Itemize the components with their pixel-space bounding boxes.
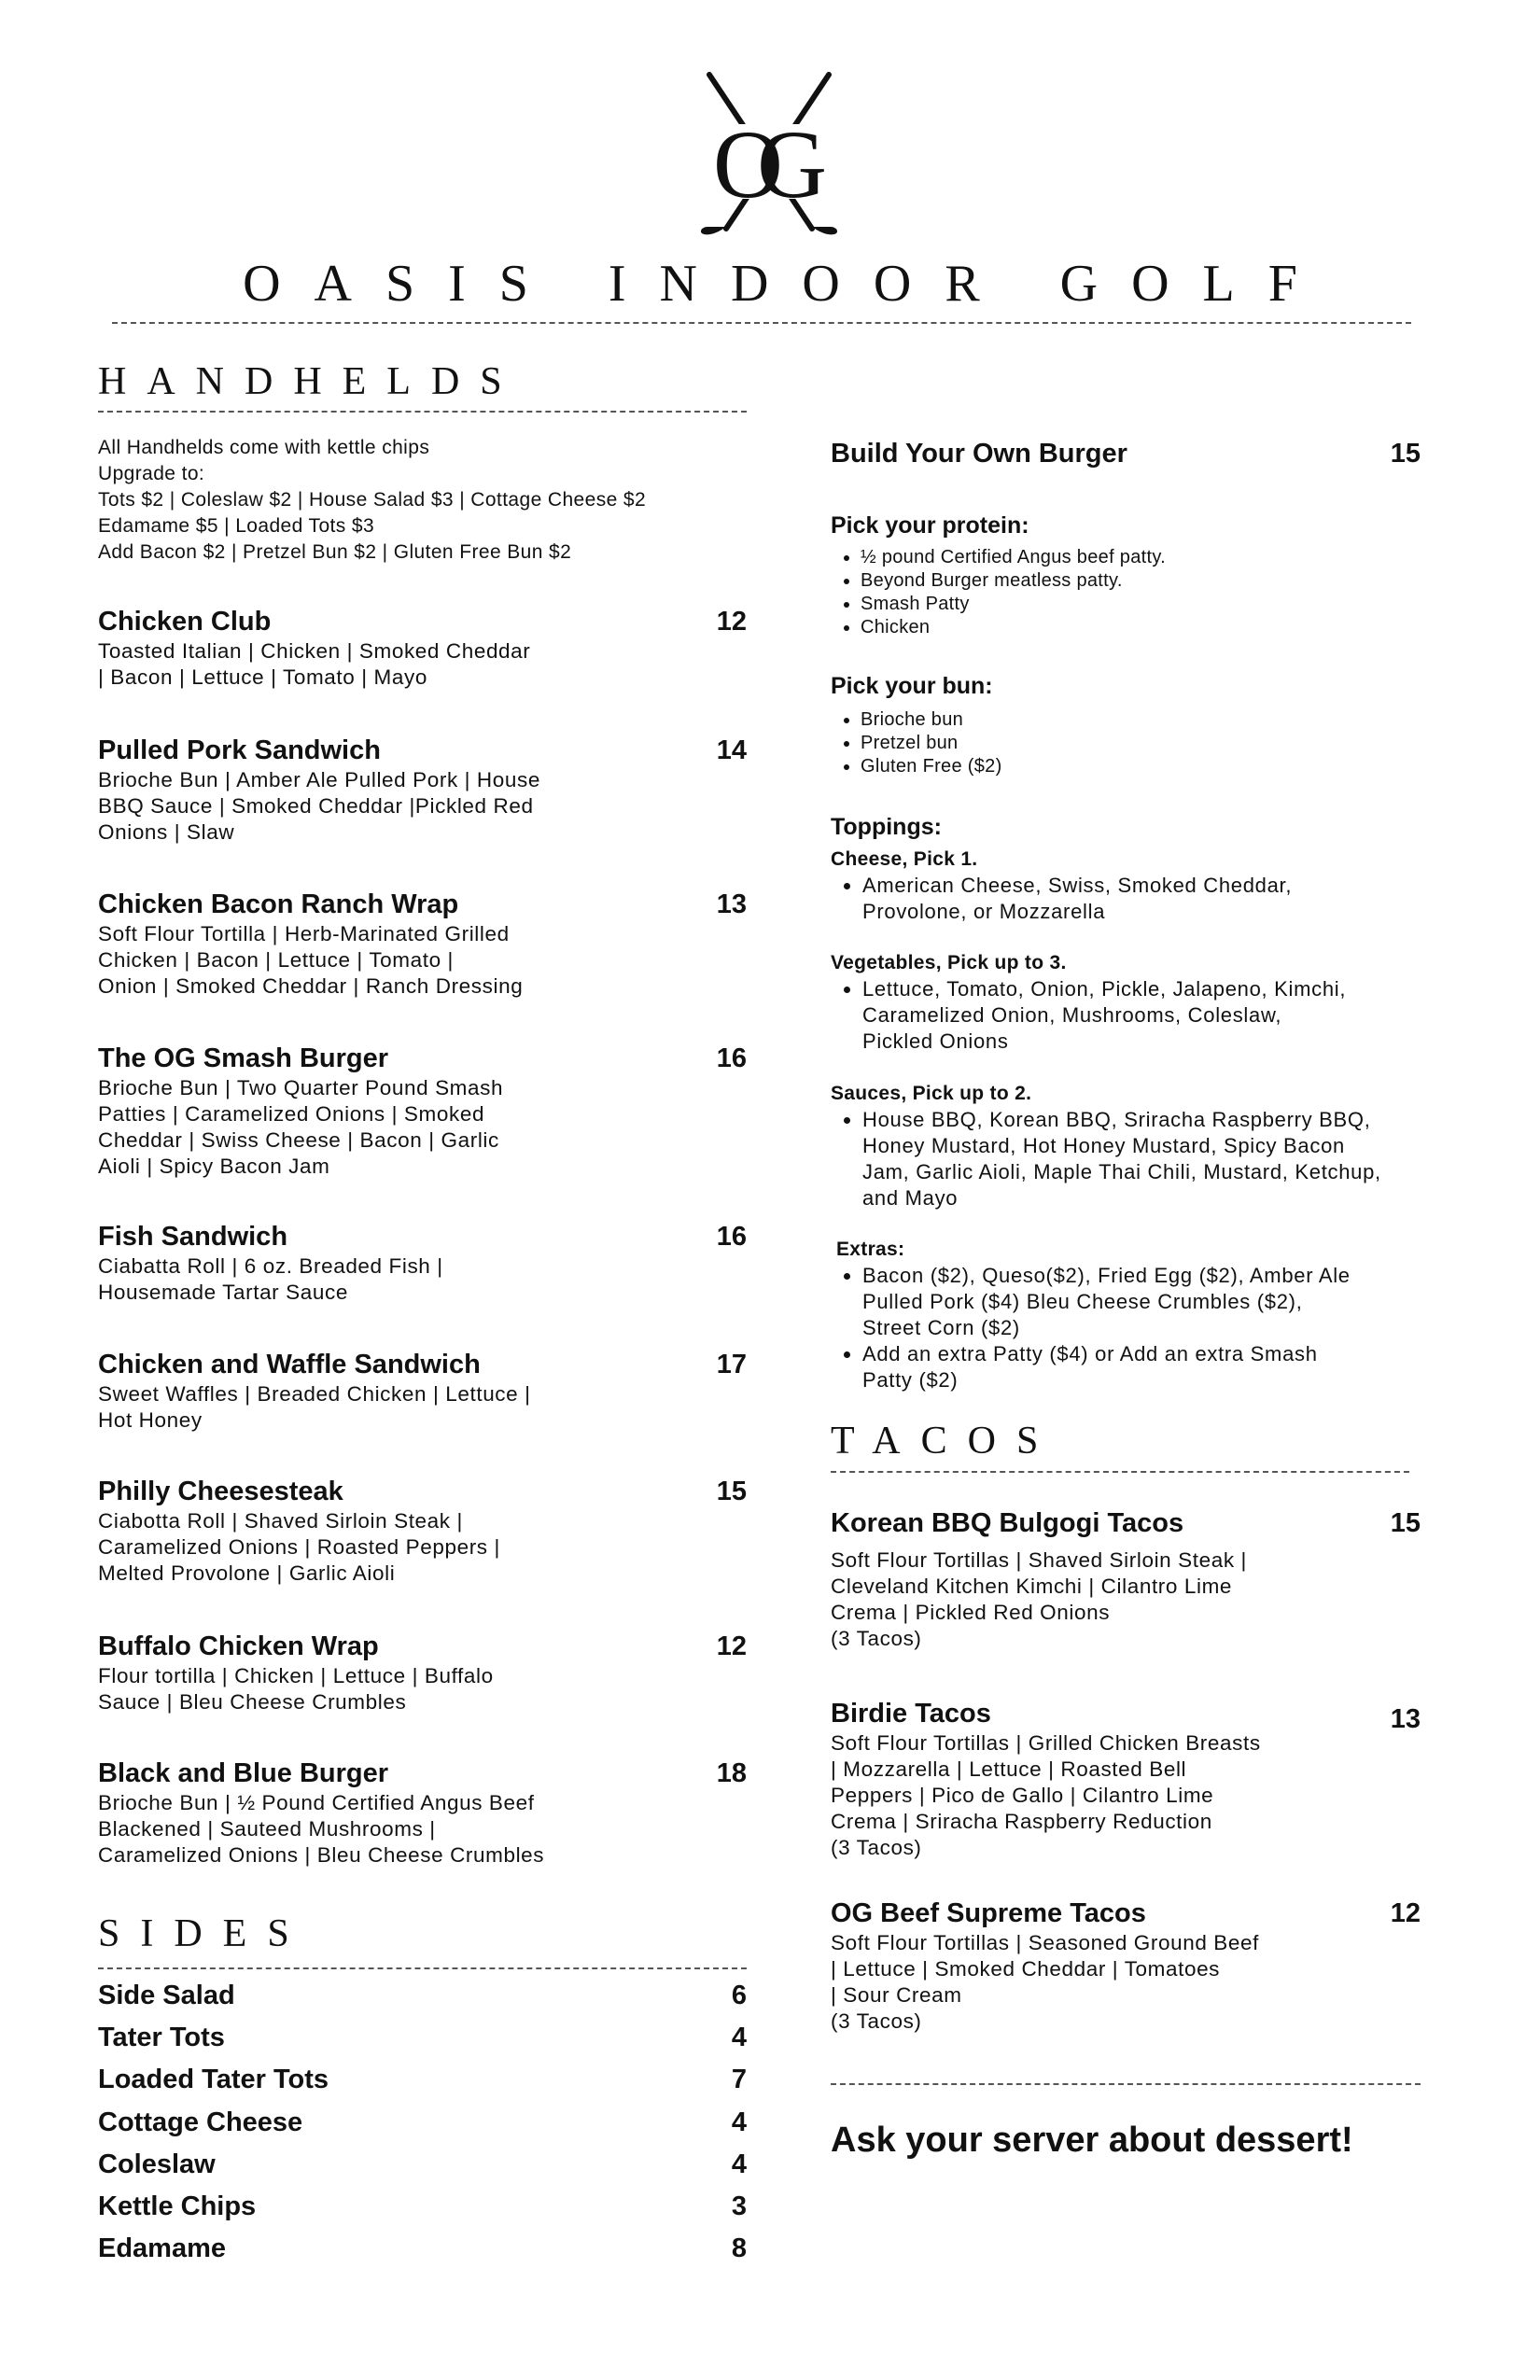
list-item: • ½ pound Certified Angus beef patty. [861,546,1421,569]
item-price: 13 [1390,1704,1421,1734]
item-description: Chicken | Bacon | Lettuce | Tomato | [98,948,455,972]
item-name: Korean BBQ Bulgogi Tacos [831,1508,1184,1538]
item-name: Buffalo Chicken Wrap [98,1631,379,1661]
item-name: Chicken and Waffle Sandwich [98,1350,481,1379]
menu-item [831,1697,1421,1861]
note-line: Upgrade to: [98,463,205,484]
item-price: 14 [716,735,747,765]
list-item: • American Cheese, Swiss, Smoked Cheddar, Provolone, or Mozzarella [862,873,1385,925]
side-price: 3 [731,2191,747,2221]
menu-item [98,734,747,846]
menu-item [98,888,747,1000]
item-price: 13 [716,889,747,919]
list-item: • Lettuce, Tomato, Onion, Pickle, Jalapeno, Kimchi, Caramelized Onion, Mushrooms, Coleslaw, Pickled Onions [862,976,1357,1055]
og-logo [695,70,845,247]
note-line: Edamame $5 | Loaded Tots $3 [98,515,375,537]
item-description: Onion | Smoked Cheddar | Ranch Dressing [98,974,524,998]
cheese-heading: Cheese, Pick 1. [831,848,978,870]
item-description: Soft Flour Tortillas | Grilled Chicken Breasts [831,1731,1261,1755]
menu-item [98,1630,747,1715]
side-item [98,2107,747,2145]
item-description: Melted Provolone | Garlic Aioli [98,1561,396,1585]
note-line: Add Bacon $2 | Pretzel Bun $2 | Gluten Free Bun $2 [98,541,572,563]
protein-heading: Pick your protein: [831,512,1029,539]
item-description: Toasted Italian | Chicken | Smoked Cheddar [98,639,531,663]
item-description: Patties | Caramelized Onions | Smoked [98,1102,485,1126]
side-name: Edamame [98,2233,227,2264]
side-price: 8 [731,2233,747,2264]
item-description: Peppers | Pico de Gallo | Cilantro Lime [831,1784,1214,1807]
footer-divider [831,2083,1421,2085]
item-description: Brioche Bun | ½ Pound Certified Angus Beef [98,1791,535,1814]
menu-item [98,1757,747,1869]
item-description: Housemade Tartar Sauce [98,1281,348,1304]
side-price: 4 [731,2107,747,2137]
list-item: • Brioche bun [861,708,1421,732]
list-item: • Bacon ($2), Queso($2), Fried Egg ($2), Amber Ale Pulled Pork ($4) Bleu Cheese Crumbles ($2), Street Corn ($2) [862,1263,1366,1341]
item-name: Chicken Bacon Ranch Wrap [98,889,459,919]
side-name: Side Salad [98,1981,235,2010]
side-item [98,1981,747,2018]
item-name: Pulled Pork Sandwich [98,735,381,765]
extras-heading: Extras: [836,1239,905,1260]
menu-item [98,1220,747,1306]
item-description-block [831,1730,1421,1861]
side-item [98,2023,747,2060]
menu-item [98,1042,747,1180]
logo-monogram: OG [712,111,802,218]
toppings-heading: Toppings: [831,814,942,840]
item-description: Brioche Bun | Amber Ale Pulled Pork | House [98,768,540,791]
item-description: Ciabatta Roll | 6 oz. Breaded Fish | [98,1254,443,1278]
item-description: | Lettuce | Smoked Cheddar | Tomatoes [831,1957,1221,1981]
item-description: Soft Flour Tortillas | Seasoned Ground Beef [831,1931,1259,1954]
item-price: 15 [1390,439,1421,469]
item-description: Cleveland Kitchen Kimchi | Cilantro Lime [831,1575,1233,1598]
item-description: | Mozzarella | Lettuce | Roasted Bell [831,1757,1187,1781]
item-description: Soft Flour Tortillas | Shaved Sirloin Steak | [831,1548,1247,1572]
menu-item [831,1506,1421,1652]
item-description: Sweet Waffles | Breaded Chicken | Lettuce | [98,1382,531,1406]
side-name: Kettle Chips [98,2191,257,2221]
item-name: Chicken Club [98,607,272,637]
section-title-tacos: TACOS [831,1420,1059,1463]
cheese-list [831,873,1385,925]
item-price: 12 [1390,1898,1421,1928]
note-line: All Handhelds come with kettle chips [98,437,430,458]
item-description: Ciabotta Roll | Shaved Sirloin Steak | [98,1509,463,1533]
item-description: Aioli | Spicy Bacon Jam [98,1155,330,1178]
item-description: (3 Tacos) [831,1836,922,1859]
section-title-handhelds: HANDHELDS [98,360,523,403]
list-item: • Beyond Burger meatless patty. [861,569,1421,593]
veg-list [831,976,1357,1055]
list-item: • Smash Patty [861,593,1421,616]
item-price: 12 [716,607,747,637]
item-price: 18 [716,1758,747,1788]
side-item [98,2233,747,2271]
item-description: Brioche Bun | Two Quarter Pound Smash [98,1076,504,1099]
menu-item [98,1348,747,1434]
side-price: 4 [731,2023,747,2053]
protein-list [831,546,1421,639]
item-price: 16 [716,1043,747,1073]
menu-item [98,605,747,691]
list-item: • Add an extra Patty ($4) or Add an extra Smash Patty ($2) [862,1341,1366,1393]
list-item: • Pretzel bun [861,732,1421,755]
side-name: Cottage Cheese [98,2107,303,2137]
item-description: Soft Flour Tortilla | Herb-Marinated Grilled [98,922,510,945]
item-price: 17 [716,1350,747,1379]
menu-item [98,1475,747,1587]
item-description: (3 Tacos) [831,1627,922,1650]
bun-list [831,708,1421,778]
item-description: | Sour Cream [831,1983,962,2007]
item-description: Blackened | Sauteed Mushrooms | [98,1817,436,1841]
item-price: 16 [716,1222,747,1252]
bun-heading: Pick your bun: [831,673,993,699]
brand-title: OASIS INDOOR GOLF [243,255,1331,313]
item-description: Crema | Pickled Red Onions [831,1601,1111,1624]
header-divider [112,322,1411,324]
list-item: • House BBQ, Korean BBQ, Sriracha Raspberry BBQ, Honey Mustard, Hot Honey Mustard, Spicy Bacon Jam, Garlic Aioli, Maple Thai Chili, Mustard, Ketchup, and Mayo [862,1107,1385,1211]
list-item: • Chicken [861,616,1421,639]
side-item [98,2149,747,2187]
side-price: 7 [731,2065,747,2095]
tacos-divider [831,1471,1409,1473]
item-name: The OG Smash Burger [98,1043,389,1073]
item-name: OG Beef Supreme Tacos [831,1898,1146,1928]
item-description-block [831,1930,1421,2035]
item-price: 15 [1390,1508,1421,1538]
sauces-list [831,1107,1385,1211]
item-description: BBQ Sauce | Smoked Cheddar |Pickled Red [98,794,534,818]
section-title-sides: SIDES [98,1912,310,1955]
menu-item [831,1897,1421,2035]
item-description: Caramelized Onions | Roasted Peppers | [98,1535,500,1559]
sauces-heading: Sauces, Pick up to 2. [831,1083,1032,1104]
item-price: 12 [716,1631,747,1661]
list-item: • Gluten Free ($2) [861,755,1421,778]
item-name: Fish Sandwich [98,1222,288,1252]
item-name: Birdie Tacos [831,1699,991,1729]
side-name: Tater Tots [98,2023,225,2053]
item-description: Hot Honey [98,1408,203,1432]
dessert-note: Ask your server about dessert! [831,2121,1353,2160]
item-description: Caramelized Onions | Bleu Cheese Crumbles [98,1843,545,1867]
build-burger-header [831,437,1421,470]
item-description-block [831,1547,1421,1652]
sides-divider [98,1967,747,1969]
handhelds-notes [98,435,747,566]
item-description: Sauce | Bleu Cheese Crumbles [98,1690,407,1714]
item-description: Onions | Slaw [98,820,235,844]
side-item [98,2191,747,2229]
item-description: Flour tortilla | Chicken | Lettuce | Buffalo [98,1664,494,1687]
extras-list [831,1263,1366,1393]
veg-heading: Vegetables, Pick up to 3. [831,952,1067,973]
item-name: Philly Cheesesteak [98,1477,343,1506]
handhelds-divider [98,411,747,413]
side-price: 6 [731,1981,747,2010]
side-name: Loaded Tater Tots [98,2065,329,2095]
item-price: 15 [716,1477,747,1506]
item-description: (3 Tacos) [831,2009,922,2033]
item-description: Cheddar | Swiss Cheese | Bacon | Garlic [98,1128,499,1152]
item-name: Black and Blue Burger [98,1758,389,1788]
side-price: 4 [731,2149,747,2179]
item-name: Build Your Own Burger [831,439,1127,469]
item-description: | Bacon | Lettuce | Tomato | Mayo [98,665,427,689]
side-item [98,2065,747,2102]
note-line: Tots $2 | Coleslaw $2 | House Salad $3 | Cottage Cheese $2 [98,489,647,511]
item-description: Crema | Sriracha Raspberry Reduction [831,1810,1212,1833]
side-name: Coleslaw [98,2149,216,2179]
